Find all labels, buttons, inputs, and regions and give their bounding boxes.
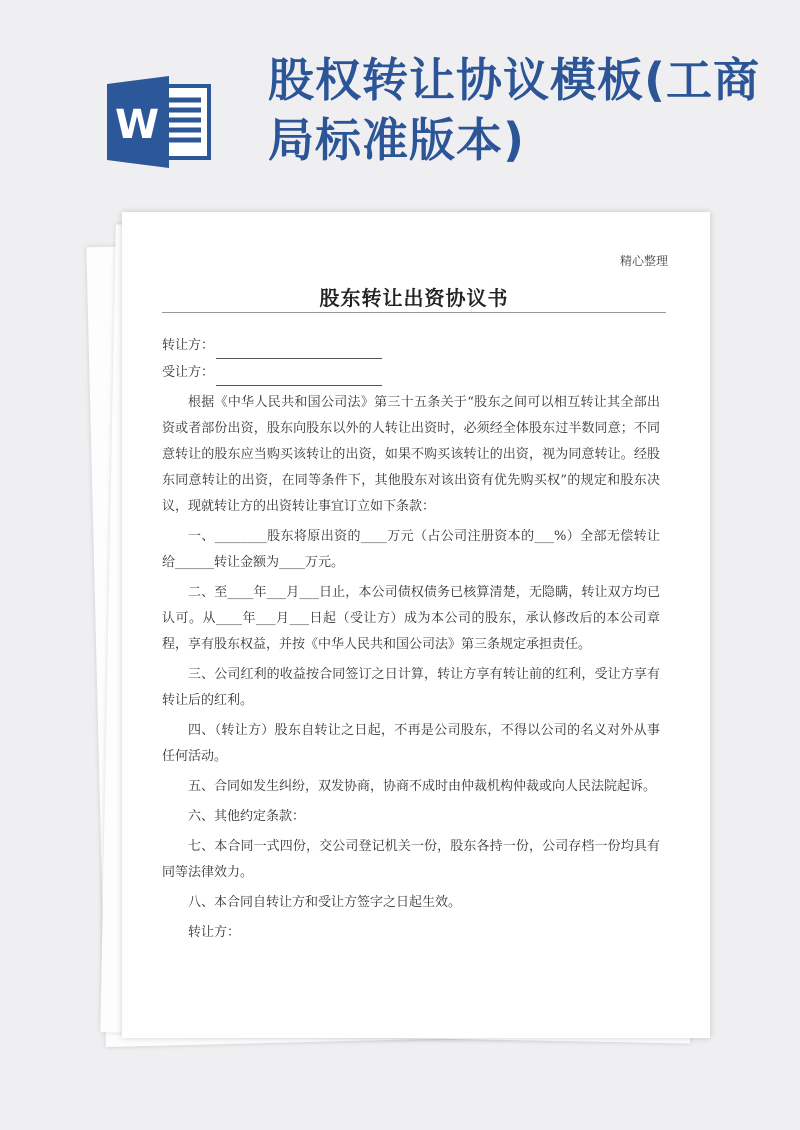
transferor-blank	[216, 341, 382, 359]
transferor-label: 转让方：	[162, 338, 215, 353]
title-divider	[162, 312, 666, 313]
clause-1: 一、________股东将原出资的____万元（占公司注册资本的___%）全部无偿转让给______转让金额为____万元。	[162, 529, 660, 570]
clause-7: 七、本合同一式四份，交公司登记机关一份，股东各持一份，公司存档一份均具有同等法律效力。	[162, 839, 660, 880]
word-logo-icon	[107, 76, 213, 168]
clause-3: 三、公司红利的收益按合同签订之日计算，转让方享有转让前的红利，受让方享有转让后的红利。	[162, 667, 660, 708]
clause-5: 五、合同如发生纠纷，双发协商，协商不成时由仲裁机构仲裁或向人民法院起诉。	[188, 779, 657, 794]
header-note: 精心整理	[619, 254, 668, 268]
signature-line: 转让方：	[188, 925, 241, 940]
banner-title: 股权转让协议模板(工商局标准版本)	[268, 53, 761, 167]
document-page	[122, 212, 710, 1038]
clause-4: 四、（转让方）股东自转让之日起，不再是公司股东，不得以公司的名义对外从事任何活动。	[162, 723, 660, 764]
document-title: 股东转让出资协议书	[319, 286, 509, 310]
preamble-paragraph: 根据《中华人民共和国公司法》第三十五条关于“股东之间可以相互转让其全部出资或者部份出资，股东向股东以外的人转让出资时，必须经全体股东过半数同意；不同意转让的股东应当购买该转让的出资，如果不购买该转让的出资，视为同意转让。经股东同意转让的出资，在同等条件下，其他股东对该出资有优先购买权”的规定和股东决议，现就转让方的出资转让事宜订立如下条款：	[162, 395, 660, 514]
transferee-label: 受让方：	[162, 365, 215, 380]
transferee-line	[162, 359, 660, 386]
clause-6: 六、其他约定条款：	[188, 809, 306, 824]
transferee-blank	[216, 368, 382, 386]
clause-2: 二、至____年___月___日止，本公司债权债务已核算清楚，无隐瞒，转让双方均已认可。从____年___月___日起（受让方）成为本公司的股东，承认修改后的本公司章程，享有股东权益，并按《中华人民共和国公司法》第三条规定承担责任。	[162, 585, 660, 652]
word-logo-letter: W	[114, 102, 160, 148]
clause-8: 八、本合同自转让方和受让方签字之日起生效。	[188, 895, 462, 910]
document-body	[162, 332, 660, 946]
transferor-line	[162, 332, 660, 359]
